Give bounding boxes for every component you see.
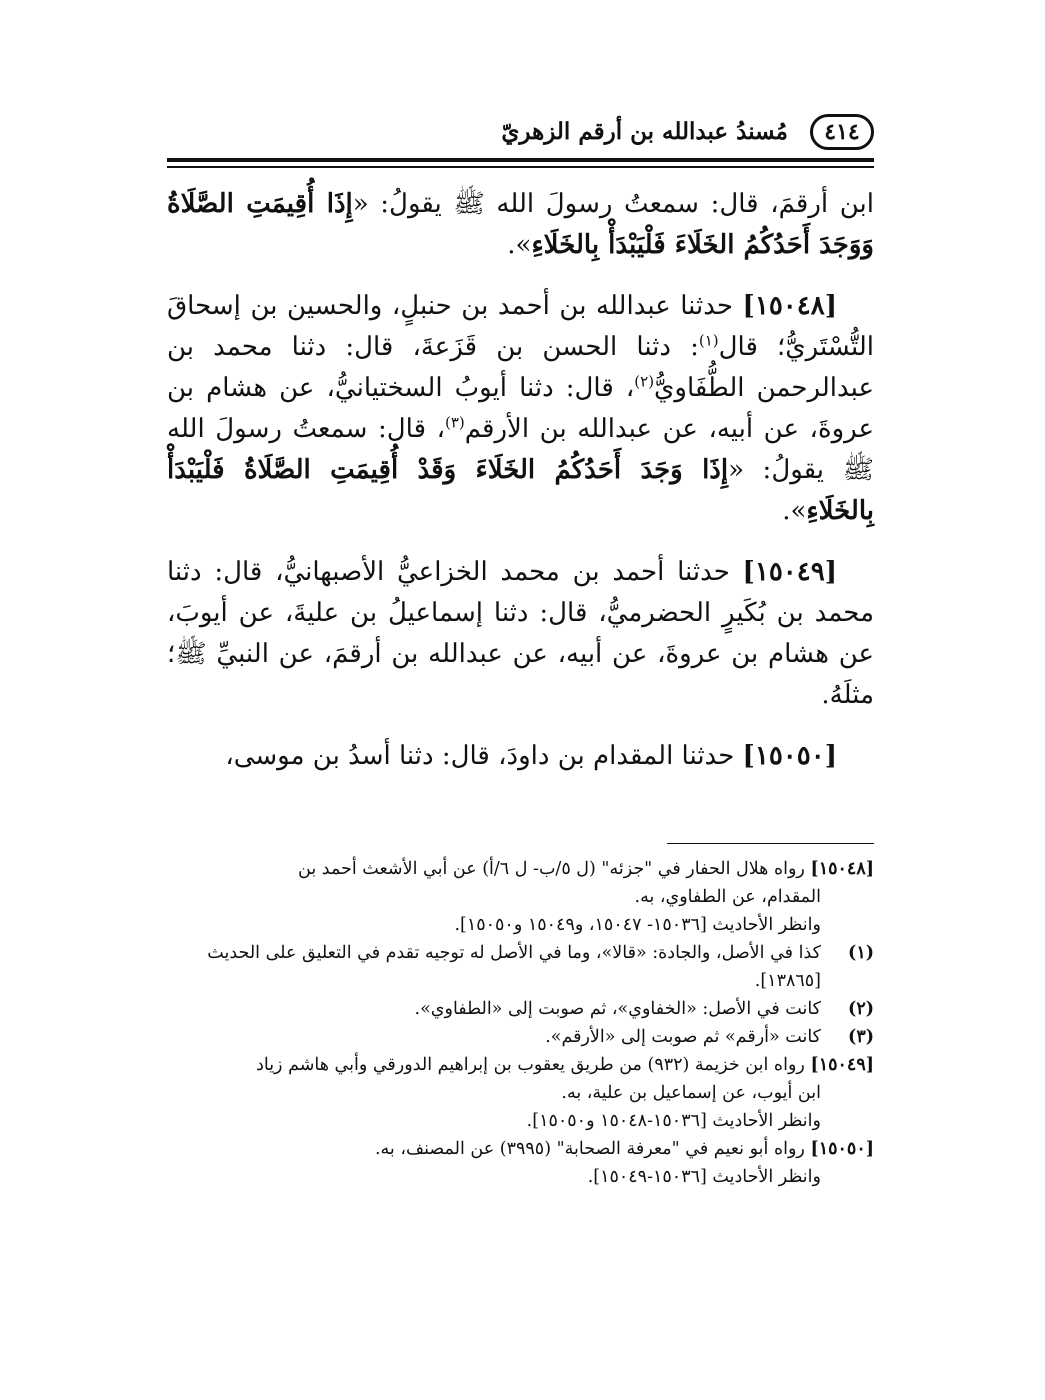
footnote-text: كانت «أرقم» ثم صوبت إلى «الأرقم». (545, 1027, 821, 1047)
header-rule-thin (167, 166, 874, 168)
footnote-mark: [١٥٠٤٨] (810, 859, 874, 879)
p3-text: حدثنا أحمد بن محمد الخزاعيُّ الأصبهانيُّ، قال: دثنا محمد بن بُكَيرٍ الحضرميُّ، قال: دثنا إسماعيلُ بن عليةَ، عن أيوبَ، عن هشام بن عروةَ، عن أبيه، عن عبدالله بن أرقمَ، عن النبيِّ ﷺ؛ مثلَهُ. (167, 557, 874, 710)
paragraph-hadith-15049 (167, 552, 874, 716)
hadith-number: [١٥٠٤٩] (742, 557, 837, 587)
p2-hadith-quote: إِذَا وَجَدَ أَحَدُكُمُ الخَلَاءَ وَقَدْ أُقِيمَتِ الصَّلَاةُ فَلْيَبْدَأْ بِالخَلَاءِ (167, 455, 874, 526)
p2-text-a: حدثنا عبدالله بن أحمد بن حنبلٍ، والحسين بن إسحاقَ التُّسْتَريُّ؛ قال (167, 291, 874, 362)
p2-text-e: ». (782, 496, 807, 526)
p2-text-d: ، قال: سمعتُ رسولَ الله ﷺ يقولُ: « (167, 414, 874, 485)
page-header (167, 112, 874, 156)
footnote-15050 (167, 1135, 874, 1191)
footnote-text: وانظر الأحاديث [١٥٠٣٦-١٥٠٤٩]. (587, 1167, 821, 1187)
footnote-mark: (٢) (848, 999, 874, 1019)
main-text (167, 184, 874, 797)
footnote-text: ابن أيوب، عن إسماعيل بن علية، به. (561, 1083, 821, 1103)
footnote-text: رواه ابن خزيمة (٩٣٢) من طريق يعقوب بن إبراهيم الدورقي وأبي هاشم زياد (256, 1055, 811, 1075)
footnote-mark: [١٥٠٥٠] (810, 1139, 874, 1159)
footnote-text: رواه هلال الحفار في "جزئه" (ل ٥/ب- ل ٦/أ) عن أبي الأشعث أحمد بن (298, 859, 811, 879)
footnote-3 (167, 1023, 874, 1051)
hadith-number: [١٥٠٥٠] (742, 741, 837, 771)
footnote-text: كذا في الأصل، والجادة: «قالا»، وما في الأصل له توجيه تقدم في التعليق على الحديث [١٣٨٦٥]. (207, 943, 821, 991)
paragraph-hadith-15050 (167, 736, 874, 777)
p1-hadith-quote: إِذَا أُقِيمَتِ الصَّلَاةُ وَوَجَدَ أَحَدُكُمُ الخَلَاءَ فَلْيَبْدَأْ بِالخَلَاءِ (167, 189, 874, 260)
p2-text-b: : دثنا الحسن بن قَزَعةَ، قال: دثنا محمد بن عبدالرحمن الطُّفَاويُّ (167, 332, 874, 403)
p4-text: حدثنا المقدام بن داودَ، قال: دثنا أسدُ بن موسى، (225, 741, 743, 771)
p1-text-a: ابن أرقمَ، قال: سمعتُ رسولَ الله ﷺ يقولُ: « (352, 189, 874, 219)
footnotes (167, 855, 874, 1191)
footnote-mark: (٣) (848, 1027, 874, 1047)
footnote-mark: [١٥٠٤٩] (810, 1055, 874, 1075)
paragraph-continuation (167, 184, 874, 266)
footnote-text: رواه أبو نعيم في "معرفة الصحابة" (٣٩٩٥) عن المصنف، به. (374, 1139, 811, 1159)
p1-text-b: ». (507, 230, 532, 260)
footnote-15049 (167, 1051, 874, 1135)
footnote-ref-2: (٢) (634, 372, 655, 391)
hadith-number: [١٥٠٤٨] (742, 291, 837, 321)
paragraph-hadith-15048 (167, 286, 874, 532)
footnote-15048 (167, 855, 874, 939)
footnote-text: وانظر الأحاديث [١٥٠٣٦- ١٥٠٤٧، و١٥٠٤٩ و١٥٠٥٠]. (454, 915, 821, 935)
footnote-separator (667, 843, 874, 844)
p2-text-c: ، قال: دثنا أيوبُ السختيانيُّ، عن هشام بن عروةَ، عن أبيه، عن عبدالله بن الأرقم (167, 373, 874, 444)
footnote-text: كانت في الأصل: «الخفاوي»، ثم صوبت إلى «الطفاوي». (414, 999, 821, 1019)
footnote-2 (167, 995, 874, 1023)
footnote-ref-1: (١) (698, 331, 719, 350)
footnote-text: المقدام، عن الطفاوي، به. (634, 887, 821, 907)
footnote-mark: (١) (848, 943, 874, 963)
header-rule-thick (167, 158, 874, 162)
page-number-badge (810, 114, 874, 150)
page-number: ٤١٤ (824, 119, 860, 145)
footnote-ref-3: (٣) (444, 413, 465, 432)
footnote-text: وانظر الأحاديث [١٥٠٣٦-١٥٠٤٨ و١٥٠٥٠]. (526, 1111, 821, 1131)
footnote-1 (167, 939, 874, 995)
running-title: مُسندُ عبدالله بن أرقم الزهريّ (501, 118, 788, 145)
